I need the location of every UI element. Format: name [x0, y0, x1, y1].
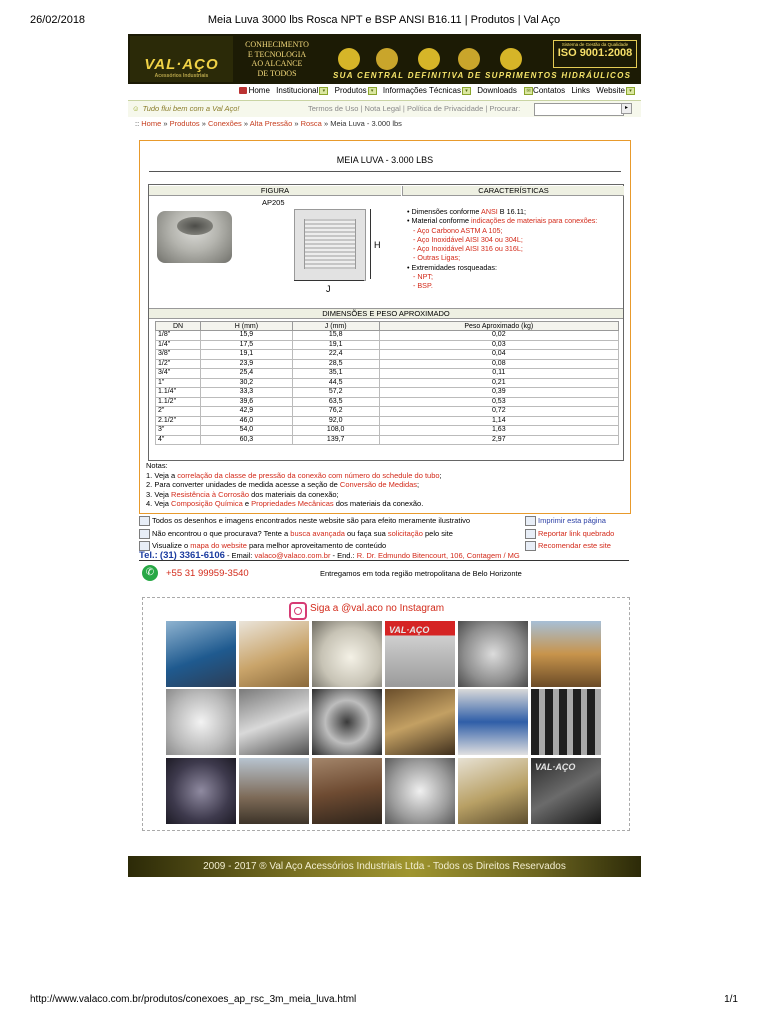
print-page-link[interactable] [525, 515, 629, 528]
nav-label: Produtos [334, 86, 367, 95]
table-row [156, 350, 619, 360]
utility-text: pelo site [422, 528, 453, 538]
slogan-line: AO ALCANCE [251, 59, 303, 68]
corrosion-link[interactable]: Resistência à Corrosão [171, 489, 249, 499]
main-nav [128, 84, 641, 100]
divider [149, 171, 621, 172]
chevron-down-icon: ▾ [462, 87, 471, 95]
nav-informacoes-tecnicas[interactable] [383, 86, 471, 95]
breadcrumb-prefix: :: [135, 119, 140, 128]
instagram-label[interactable]: Siga a @val.aco no Instagram [310, 603, 445, 614]
instagram-photo-elbows[interactable] [166, 758, 236, 824]
breadcrumb-produtos[interactable]: Produtos [169, 119, 200, 128]
nav-institucional[interactable] [276, 86, 328, 95]
valve-icon [376, 48, 398, 70]
disclaimer-text: Todos os desenhos e imagens encontrados neste website são para efeito meramente ilustrativo [152, 516, 471, 525]
logo-text: VAL·AÇO [144, 56, 219, 73]
feature-dimensions [407, 207, 622, 216]
cell-h: 33,3 [201, 388, 293, 398]
instagram-photo-branded[interactable] [531, 758, 601, 824]
nav-downloads[interactable] [477, 86, 517, 95]
note-item [146, 490, 616, 500]
dimension-h-label: H [374, 240, 381, 250]
table-row [156, 359, 619, 369]
cell-h: 15,9 [201, 331, 293, 341]
utility-link-text: Imprimir esta página [538, 516, 606, 525]
dimensions-table [155, 321, 619, 445]
cell-h: 42,9 [201, 407, 293, 417]
instagram-photo-scaffold[interactable] [239, 758, 309, 824]
col-h: H (mm) [201, 322, 293, 331]
note-number: 4. [146, 499, 153, 508]
phone-number[interactable]: (31) 3361-6106 [159, 550, 225, 561]
cell-j: 92,0 [292, 416, 379, 426]
ansi-link[interactable]: ANSI [481, 207, 498, 216]
tel-label: Tel.: [139, 550, 158, 561]
cell-j: 19,1 [292, 340, 379, 350]
table-row [156, 388, 619, 398]
pressure-class-link[interactable]: correlação da classe de pressão da conexão com número do schedule do tubo [177, 470, 440, 480]
smile-icon: ☺ [132, 104, 140, 113]
cell-h: 25,4 [201, 369, 293, 379]
nav-label: Informações Técnicas [382, 86, 461, 95]
nav-contatos[interactable] [523, 86, 565, 95]
cell-j: 35,1 [292, 369, 379, 379]
gear-icon [500, 48, 522, 70]
cell-dn: 1.1/2" [156, 397, 201, 407]
note-text: dos materiais da conexão; [249, 489, 339, 499]
advanced-search-link[interactable]: busca avançada [290, 528, 345, 538]
cell-weight: 2,97 [379, 435, 618, 445]
sub-bar [128, 100, 641, 117]
note-text: ; [417, 480, 420, 489]
search-go-button[interactable]: ▸ [621, 103, 632, 114]
feature-material [407, 216, 622, 225]
utility-link-text: Recomendar este site [538, 541, 611, 550]
cell-h: 30,2 [201, 378, 293, 388]
note-text: Veja a [154, 470, 178, 480]
cell-h: 46,0 [201, 416, 293, 426]
cell-weight: 0,03 [379, 340, 618, 350]
dimension-j-label: J [326, 284, 331, 294]
material-item[interactable]: - Aço Inoxidável AISI 316 ou 316L; [413, 244, 523, 254]
brand-text: VAL·AÇO [389, 625, 430, 635]
cell-weight: 0,02 [379, 331, 618, 341]
contact-icon: ✉ [524, 87, 533, 95]
cell-h: 39,6 [201, 397, 293, 407]
instagram-photo-ball-valve[interactable] [239, 689, 309, 755]
cell-j: 63,5 [292, 397, 379, 407]
cell-h: 54,0 [201, 426, 293, 436]
table-row [156, 407, 619, 417]
table-row [156, 435, 619, 445]
cell-dn: 3/8" [156, 350, 201, 360]
printer-icon [525, 516, 536, 526]
utility-text: ou faça sua [344, 528, 388, 538]
utility-text: Não encontrou o que procurava? Tente a [152, 528, 291, 538]
features-list [407, 207, 622, 291]
feature-ends: • Extremidades rosqueadas: [407, 262, 498, 272]
col-dn: DN [156, 322, 201, 331]
note-number: 3. [146, 489, 153, 499]
cell-weight: 0,72 [379, 407, 618, 417]
welcome-text: Tudo flui bem com a Val Aço! [142, 104, 240, 113]
nav-label: Contatos [533, 86, 566, 95]
print-page-title: Meia Luva 3000 lbs Rosca NPT e BSP ANSI B16.11 | Produtos | Val Aço [207, 14, 561, 26]
cell-j: 28,5 [292, 359, 379, 369]
cell-dn: 1" [156, 378, 201, 388]
product-card [139, 140, 631, 514]
chevron-down-icon: ▾ [368, 87, 377, 95]
cell-j: 139,7 [292, 435, 379, 445]
note-number: 1. [146, 470, 153, 480]
print-page-number: 1/1 [724, 994, 738, 1005]
cell-dn: 2.1/2" [156, 416, 201, 426]
chevron-down-icon: ▾ [626, 87, 635, 95]
table-row [156, 369, 619, 379]
delivery-note: Entregamos em toda região metropolitana de Belo Horizonte [320, 569, 522, 578]
sitemap-link[interactable]: mapa do website [190, 541, 247, 550]
logo-subtitle: Acessórios Industriais [154, 73, 209, 79]
valaco-logo[interactable] [130, 36, 233, 82]
email-link[interactable]: valaco@valaco.com.br [254, 551, 331, 560]
cell-dn: 4" [156, 435, 201, 445]
search-input[interactable] [534, 103, 624, 116]
material-item[interactable]: - Outras Ligas; [413, 253, 461, 263]
gear-icon [338, 48, 360, 70]
instagram-photo-safety-valve[interactable] [458, 758, 528, 824]
feature-text: B 16.11; [497, 207, 527, 216]
disclaimer [139, 515, 499, 528]
nav-website[interactable] [596, 86, 635, 95]
notes [146, 461, 616, 509]
cell-dn: 1.1/4" [156, 388, 201, 398]
email-label: - Email: [224, 551, 255, 560]
not-found-line [139, 528, 499, 541]
nav-label: Links [571, 86, 590, 95]
col-weight: Peso Aproximado (kg) [379, 322, 618, 331]
image-icon [139, 516, 150, 526]
breadcrumb: :: Home » Produtos » Conexões » Alta Pressão » Rosca » Meia Luva - 3.000 lbs [135, 119, 402, 128]
figure-header: FIGURA [149, 186, 401, 196]
cell-weight: 1,14 [379, 416, 618, 426]
instagram-photo-flanges[interactable] [531, 689, 601, 755]
nav-home[interactable] [239, 86, 270, 95]
table-row [156, 416, 619, 426]
cell-weight: 0,53 [379, 397, 618, 407]
print-date: 26/02/2018 [30, 14, 86, 26]
chemical-composition-link[interactable]: Composição Química [171, 499, 243, 508]
broken-link-icon [525, 529, 536, 539]
table-row [156, 340, 619, 350]
nav-label: Downloads [477, 86, 517, 95]
dimension-line-h [370, 209, 371, 279]
table-row [156, 397, 619, 407]
note-item [146, 499, 616, 509]
dimensions-header: DIMENSÕES E PESO APROXIMADO [149, 308, 623, 319]
copyright-bar: 2009 - 2017 ® Val Aço Acessórios Industriais Ltda - Todos os Direitos Reservados [128, 856, 641, 877]
feature-text: • Material conforme [407, 216, 472, 226]
nav-label: Home [248, 86, 270, 95]
home-icon [239, 87, 247, 94]
features-header: CARACTERÍSTICAS [402, 186, 624, 196]
slogan-line: CONHECIMENTO [245, 40, 309, 49]
print-url: http://www.valaco.com.br/produtos/conexoes_ap_rsc_3m_meia_luva.html [30, 994, 357, 1005]
banner-slogan [240, 40, 314, 78]
technical-drawing [282, 205, 387, 292]
note-text: dos materiais da conexão. [333, 499, 424, 508]
instagram-photo-fitting[interactable] [312, 621, 382, 687]
instagram-photo-bronze-valve[interactable] [239, 621, 309, 687]
product-photo [157, 211, 232, 263]
instagram-photo-mine[interactable] [312, 758, 382, 824]
col-j: J (mm) [292, 322, 379, 331]
cell-weight: 0,39 [379, 388, 618, 398]
cell-weight: 0,08 [379, 359, 618, 369]
report-broken-link[interactable] [525, 528, 629, 541]
note-text: Para converter unidades de medida acesse a seção de [154, 480, 340, 489]
nav-label: Institucional [276, 86, 319, 95]
dimension-line-j [294, 280, 364, 281]
cell-h: 60,3 [201, 435, 293, 445]
breadcrumb-home[interactable]: Home [141, 119, 162, 128]
cell-h: 17,5 [201, 340, 293, 350]
address: R. Dr. Edmundo Bitencourt, 106, Contagem / MG [356, 551, 520, 560]
unit-conversion-link[interactable]: Conversão de Medidas [339, 480, 418, 489]
nav-produtos[interactable] [335, 86, 377, 95]
table-body [156, 331, 619, 445]
mechanical-properties-link[interactable]: Propriedades Mecânicas [251, 499, 334, 508]
whatsapp-icon[interactable]: ✆ [142, 565, 158, 581]
instagram-photo-valve-2[interactable] [458, 689, 528, 755]
utility-text: Visualize o [152, 541, 191, 550]
product-code: AP205 [262, 198, 285, 207]
cell-weight: 0,04 [379, 350, 618, 360]
instagram-gallery [142, 597, 630, 831]
chevron-down-icon: ▾ [319, 87, 328, 95]
notes-title: Notas: [146, 461, 168, 470]
banner [128, 34, 641, 84]
brand-text: VAL·AÇO [535, 762, 576, 772]
product-spec-box [148, 184, 624, 461]
material-item[interactable]: - Aço Inoxidável AISI 304 ou 304L; [413, 234, 523, 244]
cell-j: 44,5 [292, 378, 379, 388]
cell-h: 23,9 [201, 359, 293, 369]
print-footer [30, 994, 738, 1010]
instagram-photo-flange-drill[interactable] [385, 758, 455, 824]
print-header [30, 14, 738, 30]
cell-weight: 0,11 [379, 369, 618, 379]
cell-weight: 0,21 [379, 378, 618, 388]
breadcrumb-alta-pressao[interactable]: Alta Pressão [249, 119, 293, 128]
note-item [146, 480, 616, 490]
nav-links[interactable] [571, 86, 590, 95]
cell-dn: 1/4" [156, 340, 201, 350]
iso-badge [553, 40, 637, 68]
note-text: e [242, 499, 252, 508]
table-row [156, 426, 619, 436]
cell-dn: 1/2" [156, 359, 201, 369]
whatsapp-number[interactable]: +55 31 99959-3540 [166, 568, 249, 579]
note-item [146, 471, 616, 481]
cell-dn: 2" [156, 407, 201, 417]
note-text: Veja [154, 489, 172, 499]
instagram-photo-nipples[interactable] [385, 621, 455, 687]
cell-dn: 3" [156, 426, 201, 436]
table-row [156, 331, 619, 341]
cell-j: 15,8 [292, 331, 379, 341]
note-text: ; [439, 470, 442, 480]
nav-label: Website [596, 86, 625, 95]
legal-links[interactable]: Termos de Uso | Nota Legal | Política de Privacidade | Procurar: [308, 104, 521, 113]
instagram-photo-reducers[interactable] [166, 689, 236, 755]
thread-item[interactable]: - BSP. [413, 281, 433, 291]
feature-text: • Dimensões conforme [407, 207, 482, 216]
banner-tagline: SUA CENTRAL DEFINITIVA DE SUPRIMENTOS HIDRÁULICOS [333, 71, 632, 80]
divider [139, 560, 629, 561]
instagram-photo-refinery[interactable] [385, 689, 455, 755]
cell-dn: 1/8" [156, 331, 201, 341]
cell-j: 76,2 [292, 407, 379, 417]
question-icon [139, 529, 150, 539]
iso-label: ISO 9001:2008 [557, 47, 633, 59]
note-text: Veja [154, 499, 172, 508]
material-item[interactable]: - Aço Carbono ASTM A 105; [413, 225, 503, 235]
breadcrumb-conexoes[interactable]: Conexões [208, 119, 242, 128]
address-label: - End.: [330, 551, 357, 560]
flange-icon [418, 48, 440, 70]
instagram-photo-valve[interactable] [166, 621, 236, 687]
utility-text: para melhor aproveitamento de conteúdo [246, 541, 387, 550]
instagram-photo-plant[interactable] [531, 621, 601, 687]
fitting-icon [458, 48, 480, 70]
breadcrumb-rosca[interactable]: Rosca [300, 119, 322, 128]
cell-j: 22,4 [292, 350, 379, 360]
instagram-icon[interactable] [289, 602, 307, 620]
instagram-photo-reducer[interactable] [458, 621, 528, 687]
materials-link[interactable]: indicações de materiais para conexões: [471, 216, 598, 226]
cell-dn: 3/4" [156, 369, 201, 379]
slogan-line: E TECNOLOGIA [247, 49, 307, 59]
table-row [156, 378, 619, 388]
note-number: 2. [146, 480, 153, 489]
table-header-row [156, 322, 619, 331]
instagram-photo-tunnel[interactable] [312, 689, 382, 755]
utility-link-text: Reportar link quebrado [538, 528, 615, 538]
welcome-message [132, 104, 240, 113]
breadcrumb-current: Meia Luva - 3.000 lbs [330, 119, 402, 128]
cell-weight: 1,63 [379, 426, 618, 436]
product-title: MEIA LUVA - 3.000 LBS [336, 155, 434, 165]
request-link[interactable]: solicitação [387, 528, 423, 538]
iso-caption: Sistema de Gestão da Qualidade [561, 42, 629, 47]
cell-j: 57,2 [292, 388, 379, 398]
slogan-line: DE TODOS [257, 68, 297, 78]
cell-h: 19,1 [201, 350, 293, 360]
thread-item[interactable]: - NPT; [413, 272, 433, 282]
cell-j: 108,0 [292, 426, 379, 436]
site-header [128, 34, 641, 117]
